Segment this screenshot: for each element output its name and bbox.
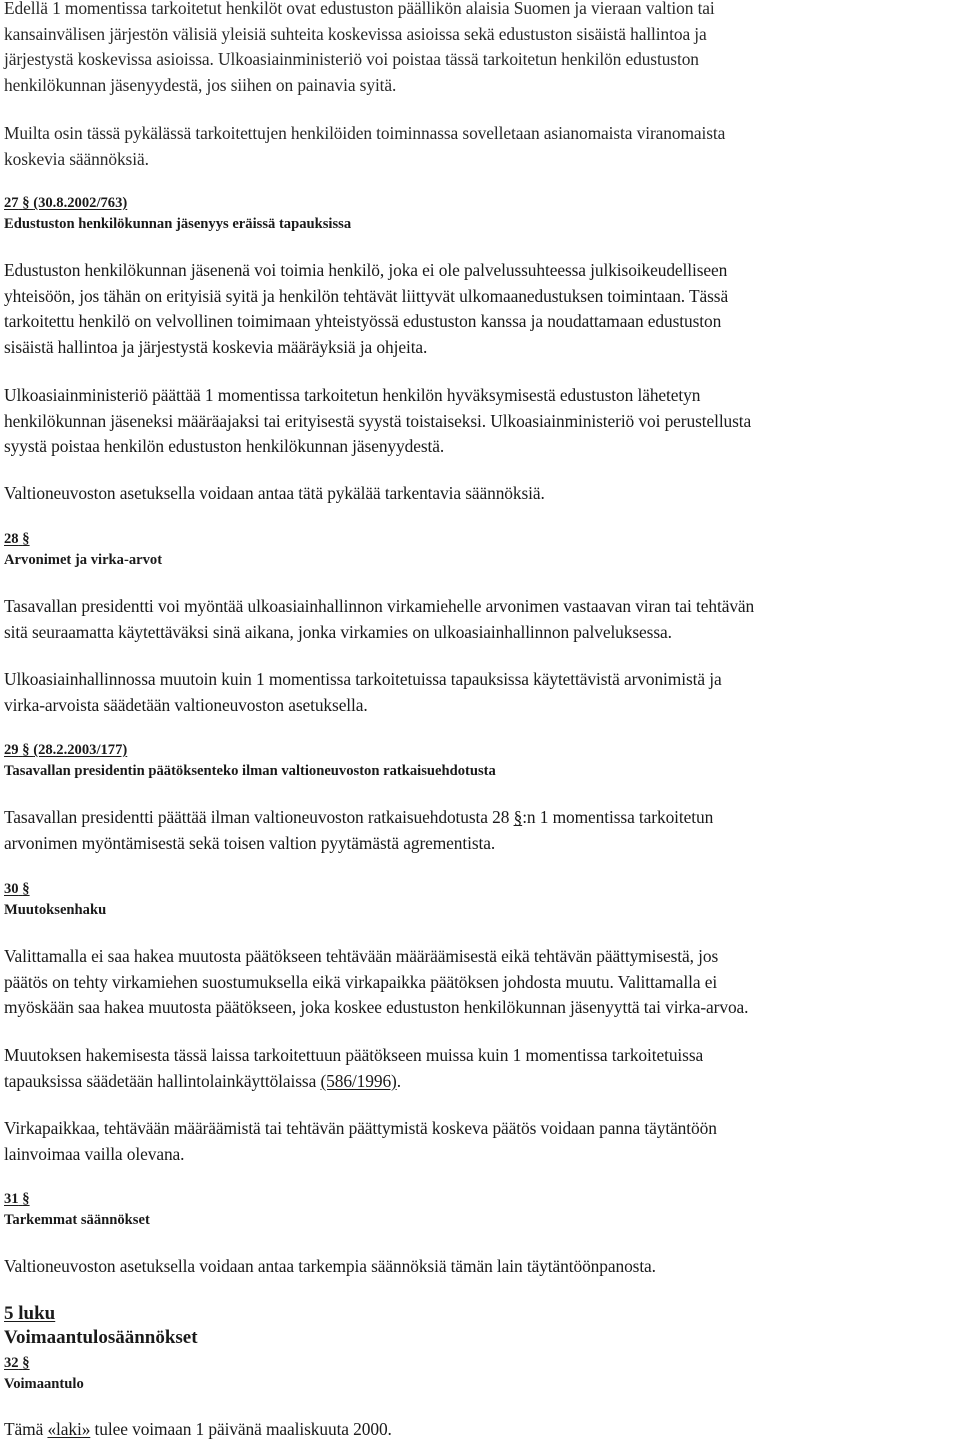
section-31-paragraph-1 <box>4 1254 960 1280</box>
text-line: järjestystä koskevissa asioissa. Ulkoasiainministeriö voi poistaa tässä tarkoitetun henkilön edustuston <box>4 49 699 69</box>
section-number[interactable] <box>4 879 960 900</box>
intro-paragraph-1 <box>4 0 960 98</box>
text-line: syystä poistaa henkilön edustuston henkilökunnan jäsenyydestä. <box>4 436 445 456</box>
section-title: Arvonimet ja virka-arvot <box>4 552 163 568</box>
statute-reference-link[interactable]: (586/1996) <box>320 1070 397 1091</box>
text-line: Muilta osin tässä pykälässä tarkoitettujen henkilöiden toiminnassa sovelletaan asianomaista viranomaista <box>4 123 726 143</box>
section-number[interactable] <box>4 740 960 761</box>
text-line <box>4 1417 960 1443</box>
section-number-text: 28 <box>4 531 19 547</box>
section-number[interactable] <box>4 529 960 550</box>
section-28-paragraph-1 <box>4 594 960 645</box>
text-line: sisäistä hallintoa ja järjestystä koskevia määräyksiä ja ohjeita. <box>4 336 428 357</box>
chapter-title: Voimaantulosäännökset <box>4 1327 198 1348</box>
section-27-paragraph-2 <box>4 383 960 460</box>
text-line: Ulkoasiainministeriö päättää 1 momentissa tarkoitetun henkilön hyväksymisestä edustuston lähetetyn <box>4 385 701 405</box>
text-line: Edellä 1 momentissa tarkoitetut henkilöt ovat edustuston päällikön alaisia Suomen ja vieraan valtion tai <box>4 0 715 18</box>
section-title: Tasavallan presidentin päätöksenteko ilman valtioneuvoston ratkaisuehdotusta <box>4 763 496 779</box>
section-title: Muutoksenhaku <box>4 902 107 918</box>
text-line: Tasavallan presidentti voi myöntää ulkoasiainhallinnon virkamiehelle arvonimen vastaavan viran tai tehtävän <box>4 596 755 616</box>
section-27-paragraph-3 <box>4 481 960 507</box>
text-line: koskevia säännöksiä. <box>4 148 149 169</box>
section-number-text: 30 <box>4 881 19 897</box>
text-segment: :n 1 momentissa tarkoitetun <box>522 807 714 827</box>
section-number[interactable] <box>4 1189 960 1210</box>
text-line: Edustuston henkilökunnan jäsenenä voi toimia henkilö, joka ei ole palvelussuhteessa julkisoikeudelliseen <box>4 260 728 280</box>
section-31-heading <box>4 1189 960 1231</box>
section-32-heading <box>4 1353 960 1395</box>
text-line: Valtioneuvoston asetuksella voidaan antaa tarkempia säännöksiä tämän lain täytäntöönpanosta. <box>4 1256 656 1276</box>
section-sign: § <box>22 742 30 758</box>
text-segment: tulee voimaan 1 päivänä maaliskuuta 2000. <box>90 1419 392 1439</box>
section-30-heading <box>4 879 960 921</box>
section-sign: § <box>22 195 30 211</box>
text-line: päätös on tehty virkamiehen suostumuksella eikä virkapaikka päätöksen johdosta muutu. Valittamalla ei <box>4 971 718 992</box>
section-sign: § <box>22 1191 30 1207</box>
law-link[interactable]: «laki» <box>47 1419 91 1439</box>
text-line <box>4 1069 960 1095</box>
text-segment: Tasavallan presidentti päättää ilman valtioneuvoston ratkaisuehdotusta 28 <box>4 807 510 827</box>
section-number-text: 32 <box>4 1355 19 1371</box>
section-number[interactable] <box>4 1353 960 1374</box>
text-line <box>4 805 960 831</box>
text-line: Virkapaikkaa, tehtävään määräämistä tai tehtävän päättymistä koskeva päätös voidaan panna täytäntöön <box>4 1118 717 1138</box>
text-line: henkilökunnan jäseneksi määräajaksi tai erityisestä syystä toistaiseksi. Ulkoasiainministeriö voi perustellusta <box>4 410 752 431</box>
section-sign: § <box>22 531 30 547</box>
section-number-text: 31 <box>4 1191 19 1207</box>
text-line: Valtioneuvoston asetuksella voidaan antaa tätä pykälää tarkentavia säännöksiä. <box>4 483 545 503</box>
section-sign: § <box>22 1355 30 1371</box>
section-27-heading <box>4 193 960 235</box>
text-line: kansainvälisen järjestön välisiä yleisiä suhteita koskevissa asioissa sekä edustuston sisäistä hallintoa ja <box>4 23 707 44</box>
section-28-heading <box>4 529 960 571</box>
text-line: yhteisöön, jos tähän on erityisiä syitä ja henkilön tehtävät liittyvät ulkomaanedustuksen toimintaan. Tässä <box>4 285 729 306</box>
text-line: tarkoitettu henkilö on velvollinen toimimaan yhteistyössä edustuston kanssa ja noudattamaan edustuston <box>4 311 722 331</box>
section-title: Edustuston henkilökunnan jäsenyys eräissä tapauksissa <box>4 216 352 232</box>
text-line: lainvoimaa vailla olevana. <box>4 1143 185 1164</box>
text-segment: Tämä <box>4 1419 48 1439</box>
intro-paragraph-2 <box>4 121 960 172</box>
section-number-text: 27 <box>4 195 19 211</box>
section-number[interactable] <box>4 193 960 214</box>
text-segment: tapauksissa säädetään hallintolainkäyttölaissa <box>4 1070 321 1091</box>
section-number-text: 29 <box>4 742 19 758</box>
section-30-paragraph-3 <box>4 1116 960 1167</box>
section-28-paragraph-2 <box>4 667 960 718</box>
section-32-paragraph-1 <box>4 1417 960 1443</box>
section-30-paragraph-2 <box>4 1043 960 1094</box>
text-line: sitä seuraamatta käytettäväksi sinä aikana, jonka virkamies on ulkoasiainhallinnon palveluksessa. <box>4 621 672 642</box>
text-line: myöskään saa hakea muutosta päätökseen, joka koskee edustuston henkilökunnan jäsenyyttä tai virka-arvoa. <box>4 997 749 1017</box>
text-line: henkilökunnan jäsenyydestä, jos siihen on painavia syitä. <box>4 74 397 95</box>
section-reference-link[interactable]: § <box>513 807 523 827</box>
text-line: arvonimen myöntämisestä sekä toisen valtion pyytämästä agrementista. <box>4 832 496 853</box>
chapter-5-heading <box>4 1302 960 1350</box>
section-sign: § <box>22 881 30 897</box>
text-line: Valittamalla ei saa hakea muutosta päätökseen tehtävään määräämisestä eikä tehtävän päättymisestä, jos <box>4 946 719 966</box>
section-title: Tarkemmat säännökset <box>4 1212 150 1228</box>
section-title: Voimaantulo <box>4 1376 84 1392</box>
chapter-number[interactable]: 5 luku <box>4 1303 56 1324</box>
section-30-paragraph-1 <box>4 944 960 1021</box>
amendment-reference: (28.2.2003/177) <box>33 742 128 758</box>
amendment-reference: (30.8.2002/763) <box>33 195 128 211</box>
text-segment: . <box>396 1070 401 1091</box>
section-29-heading <box>4 740 960 782</box>
text-line: virka-arvoista säädetään valtioneuvoston asetuksella. <box>4 694 368 715</box>
text-line: Muutoksen hakemisesta tässä laissa tarkoitettuun päätökseen muissa kuin 1 momentissa tarkoitetuissa <box>4 1045 704 1065</box>
section-27-paragraph-1 <box>4 258 960 360</box>
text-line: Ulkoasiainhallinnossa muutoin kuin 1 momentissa tarkoitetuissa tapauksissa käytettävistä arvonimistä ja <box>4 669 722 689</box>
section-29-paragraph-1 <box>4 805 960 856</box>
